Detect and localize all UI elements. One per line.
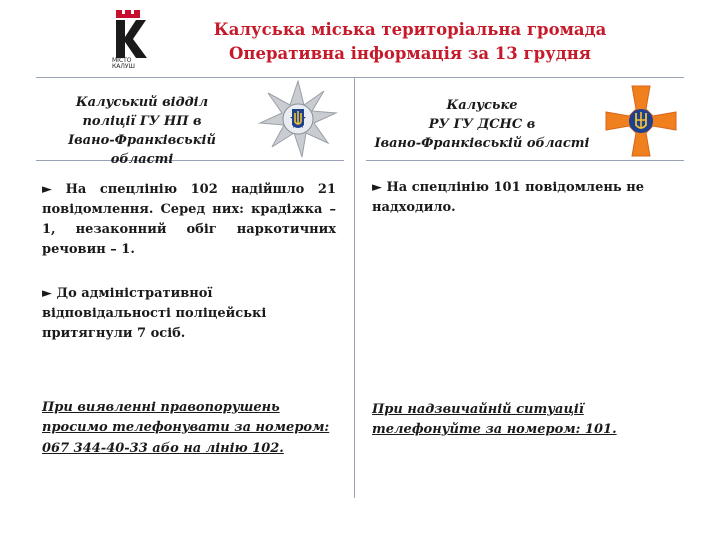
dsns-unit-name [372, 96, 592, 153]
police-report-offenders: ► До адміністративної відповідальності поліцейські притягнули 7 осіб. [42, 286, 267, 341]
police-unit-line-1: Калуський відділ [75, 95, 209, 110]
police-unit-line-3: Івано-Франківській області [68, 133, 216, 167]
right-header-divider [366, 160, 684, 161]
top-divider [36, 77, 684, 78]
dsns-unit-line-3: Івано-Франківській області [374, 136, 590, 151]
column-divider [354, 78, 355, 498]
dsns-emblem-icon [604, 84, 678, 158]
police-report-calls: ► На спецлінію 102 надійшло 21 повідомлення. Серед них: крадіжка – 1, незаконний обіг наркотичних речовин – 1. [42, 182, 336, 257]
dsns-unit-line-2: РУ ГУ ДСНС в [428, 117, 536, 132]
page-subtitle: Оперативна інформація за 13 грудня [229, 44, 591, 63]
police-contact-text: При виявленні правопорушень просимо телефонувати за номером: [42, 400, 330, 435]
page-title: Калуська міська територіальна громада [213, 20, 607, 39]
police-badge-icon [258, 80, 338, 158]
dsns-unit-line-1: Калуське [446, 98, 518, 113]
police-unit-line-2: поліції ГУ НП в [82, 114, 202, 129]
police-unit-name [40, 93, 244, 169]
logo-caption: МІСТО КАЛУШ [112, 57, 135, 70]
police-contact-phone[interactable]: 067 344-40-33 або на лінію 102. [42, 441, 284, 456]
dsns-report-calls: ► На спецлінію 101 повідомлень не надходило. [372, 180, 645, 215]
dsns-contact-text[interactable]: При надзвичайній ситуації телефонуйте за номером: 101. [372, 402, 617, 437]
